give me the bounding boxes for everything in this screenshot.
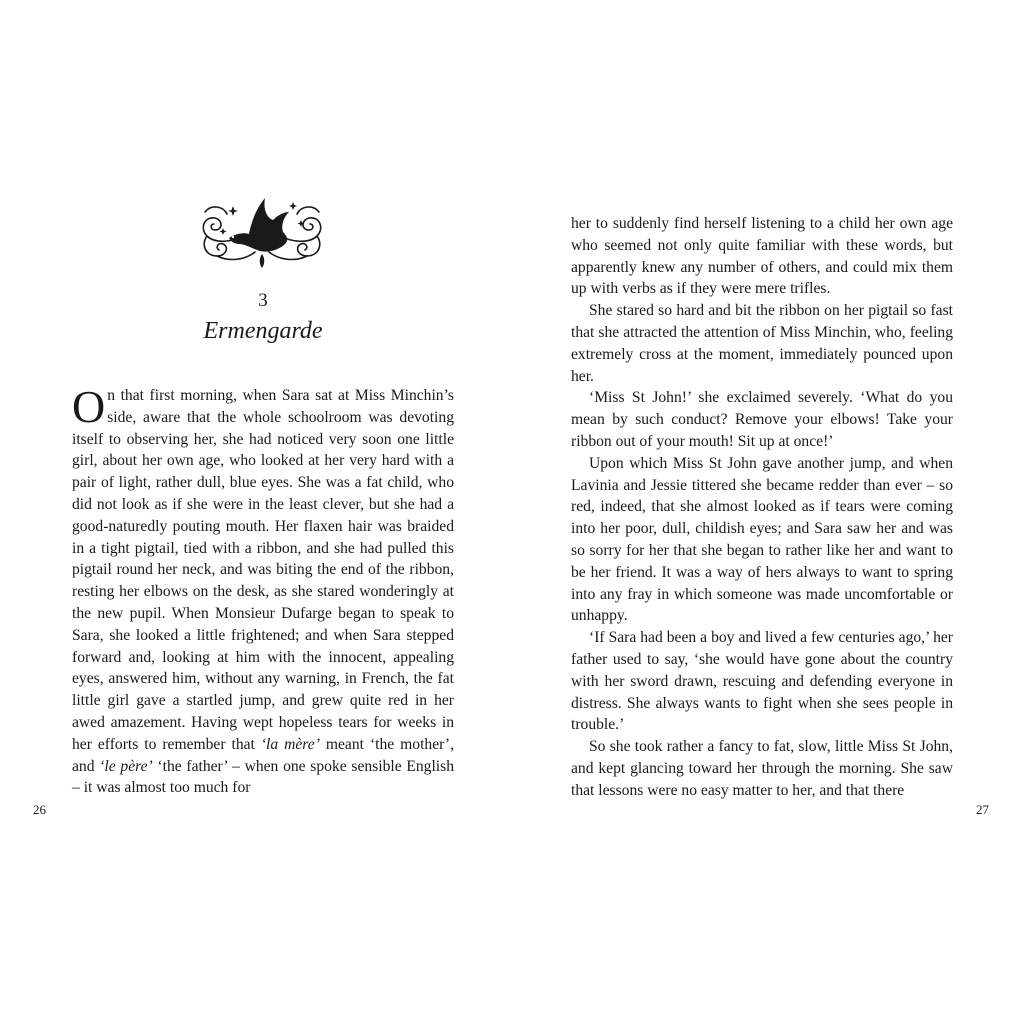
paragraph: So she took rather a fancy to fat, slow, little Miss St John, and kept glancing toward her through the morning. She saw that lessons were no easy matter to her, and that there	[571, 738, 953, 799]
paragraph: ‘Miss St John!’ she exclaimed severely. ‘What do you mean by such conduct? Remove your elbows! Take your ribbon out of your mouth! Sit up at once!’	[571, 389, 953, 450]
paragraph: ‘If Sara had been a boy and lived a few centuries ago,’ her father used to say, ‘she would have gone about the country with her sword drawn, rescuing and defending everyone in distress. She always wants to fight when she sees people in trouble.’	[571, 629, 953, 734]
opening-paragraph	[72, 381, 454, 799]
paragraph: her to suddenly find herself listening to a child her own age who seemed not only quite familiar with these words, but apparently knew any number of others, and could mix them up with verbs as if they were mere trifles.	[571, 215, 953, 298]
dove-flourish-icon	[193, 190, 331, 272]
chapter-number: 3	[258, 290, 268, 311]
paragraph: Upon which Miss St John gave another jump, and when Lavinia and Jessie tittered she became redder than ever – so red, indeed, that she almost looked as if tears were coming into her poor, dull, childish eyes; and Sara saw her and was so sorry for her that she began to rather like her and want to be her friend. It was a way of hers always to want to spring into any fray in which someone was made uncomfortable or unhappy.	[571, 454, 953, 625]
right-body-text	[571, 213, 953, 802]
paragraph-text: n that first morning, when Sara sat at Miss Minchin’s side, aware that the whole schoolroom was devoting itself to observing her, she had noticed very soon one little girl, about her own age, who looked at her very hard with a pair of light, rather dull, blue eyes. She was a fat child, who did not look as if she were in the least clever, but she had a good-naturedly pouting mouth. Her flaxen hair was braided in a tight pigtail, tied with a ribbon, and she had pulled this pigtail round her neck, and was biting the end of the ribbon, resting her elbows on the desk, as she stared wonderingly at the new pupil. When Monsieur Dufarge began to speak to Sara, she looked a little frightened; and when Sara stepped forward and, looking at him with the innocent, appealing eyes, answered him, without any warning, in French, the fat little girl gave a startled jump, and grew quite red in her awed amazement. Having wept hopeless tears for weeks in her efforts to remember that	[72, 387, 454, 753]
page-number-right: 27	[976, 802, 989, 817]
right-page	[512, 0, 1024, 1024]
page-number-left: 26	[33, 802, 46, 817]
left-body-text	[72, 381, 454, 799]
paragraph-text: meant ‘the mother’, and	[72, 735, 454, 775]
paragraph-text: ‘the father’ – when one spoke sensible English – it was almost too much for	[72, 757, 454, 797]
drop-cap: O	[72, 381, 106, 432]
italic-phrase: ‘le père’	[99, 757, 153, 775]
paragraph: She stared so hard and bit the ribbon on her pigtail so fast that she attracted the attention of Miss Minchin, who, feeling extremely cross at the moment, immediately pounced upon her.	[571, 302, 953, 385]
italic-phrase: ‘la mère’	[260, 735, 320, 753]
chapter-title: Ermengarde	[203, 318, 323, 344]
